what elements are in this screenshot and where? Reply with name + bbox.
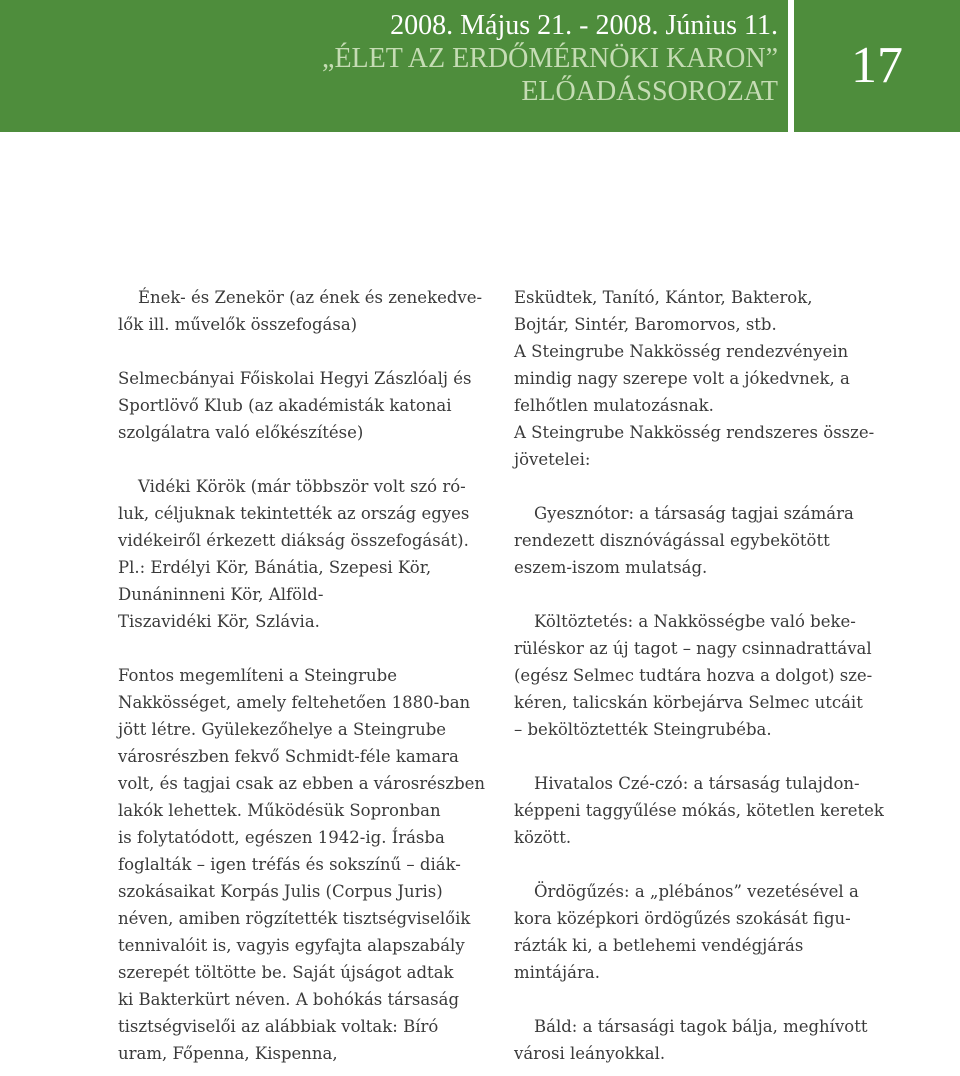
header-text (0, 9, 778, 108)
text-line: Báld: a társasági tagok bálja, meghívott (534, 1017, 868, 1036)
text-line: képpeni taggyűlése mókás, kötetlen keretek (514, 801, 884, 820)
paragraph-gap (514, 473, 914, 500)
text-line: szerepét töltötte be. Saját újságot adtak (118, 963, 454, 982)
text-line: Fontos megemlíteni a Steingrube (118, 666, 397, 685)
text-line: Ének- és Zenekör (az ének és zenekedve- (138, 288, 483, 307)
text-line: Költöztetés: a Nakkösségbe való beke- (534, 612, 856, 631)
paragraph-gap (118, 635, 500, 662)
text-line: Pl.: Erdélyi Kör, Bánátia, Szepesi Kör, (118, 558, 432, 577)
text-line: Ördögűzés: a „plébános” vezetésével a (534, 882, 859, 901)
text-line: jött létre. Gyülekezőhelye a Steingrube (118, 720, 447, 739)
text-line: A Steingrube Nakkösség rendezvényein (514, 342, 849, 361)
text-line: Nakkösséget, amely feltehetően 1880-ban (118, 693, 471, 712)
text-line: szolgálatra való előkészítése) (118, 423, 364, 442)
paragraph-gap (514, 851, 914, 878)
text-line: vidékeiről érkezett diákság összefogását). (118, 531, 469, 550)
text-line: Selmecbányai Főiskolai Hegyi Zászlóalj és (118, 369, 472, 388)
text-line: Dunáninneni Kör, Alföld- (118, 585, 324, 604)
text-line: Hivatalos Czé-czó: a társaság tulajdon- (534, 774, 860, 793)
text-line: Bojtár, Sintér, Baromorvos, stb. (514, 315, 777, 334)
text-line: néven, amiben rögzítették tisztségviselőik (118, 909, 471, 928)
text-line: mindig nagy szerepe volt a jókedvnek, a (514, 369, 850, 388)
text-line: lakók lehettek. Működésük Sopronban (118, 801, 441, 820)
text-line: Vidéki Körök (már többször volt szó ró- (138, 477, 466, 496)
text-line: is folytatódott, egészen 1942-ig. Írásba (118, 828, 445, 847)
text-line: Gyesznótor: a társaság tagjai számára (534, 504, 854, 523)
paragraph-gap (118, 446, 500, 473)
text-line: felhőtlen mulatozásnak. (514, 396, 714, 415)
page-number: 17 (851, 37, 903, 94)
text-line: városi leányokkal. (514, 1044, 666, 1063)
paragraph-gap (514, 986, 914, 1013)
text-line: rázták ki, a betlehemi vendégjárás (514, 936, 804, 955)
text-line: luk, céljuknak tekintették az ország egyes (118, 504, 470, 523)
text-line: városrészben fekvő Schmidt-féle kamara (118, 747, 459, 766)
text-line: – beköltöztették Steingrubéba. (514, 720, 772, 739)
text-line: rendezett disznóvágással egybekötött (514, 531, 830, 550)
left-column (118, 284, 500, 1067)
series-subtitle: ELŐADÁSSOROZAT (521, 76, 778, 107)
text-line: kéren, talicskán körbejárva Selmec utcáit (514, 693, 863, 712)
right-column (514, 284, 914, 1067)
text-line: szokásaikat Korpás Julis (Corpus Juris) (118, 882, 443, 901)
text-line: Esküdtek, Tanító, Kántor, Bakterok, (514, 288, 813, 307)
text-line: kora középkori ördögűzés szokását figu- (514, 909, 851, 928)
text-line: mintájára. (514, 963, 600, 982)
text-line: Tiszavidéki Kör, Szlávia. (118, 612, 320, 631)
text-line: foglalták – igen tréfás és sokszínű – diák- (118, 855, 461, 874)
text-line: A Steingrube Nakkösség rendszeres össze- (514, 423, 875, 442)
text-line: uram, Főpenna, Kispenna, (118, 1044, 338, 1063)
text-line: eszem-iszom mulatság. (514, 558, 708, 577)
text-line: Sportlövő Klub (az akadémisták katonai (118, 396, 452, 415)
paragraph-gap (514, 581, 914, 608)
text-line: jövetelei: (514, 450, 591, 469)
paragraph-gap (514, 743, 914, 770)
paragraph-gap (118, 338, 500, 365)
series-title: „ÉLET AZ ERDŐMÉRNÖKI KARON” (322, 43, 778, 74)
date-range: 2008. Május 21. - 2008. Június 11. (390, 10, 778, 41)
text-line: ki Bakterkürt néven. A bohókás társaság (118, 990, 460, 1009)
text-line: volt, és tagjai csak az ebben a városrészben (118, 774, 486, 793)
text-line: tisztségviselői az alábbiak voltak: Bíró (118, 1017, 439, 1036)
text-line: lők ill. művelők összefogása) (118, 315, 358, 334)
text-line: tennivalóit is, vagyis egyfajta alapszabály (118, 936, 465, 955)
text-line: között. (514, 828, 572, 847)
text-line: rüléskor az új tagot – nagy csinnadrattával (514, 639, 872, 658)
text-line: (egész Selmec tudtára hozva a dolgot) sze- (514, 666, 873, 685)
